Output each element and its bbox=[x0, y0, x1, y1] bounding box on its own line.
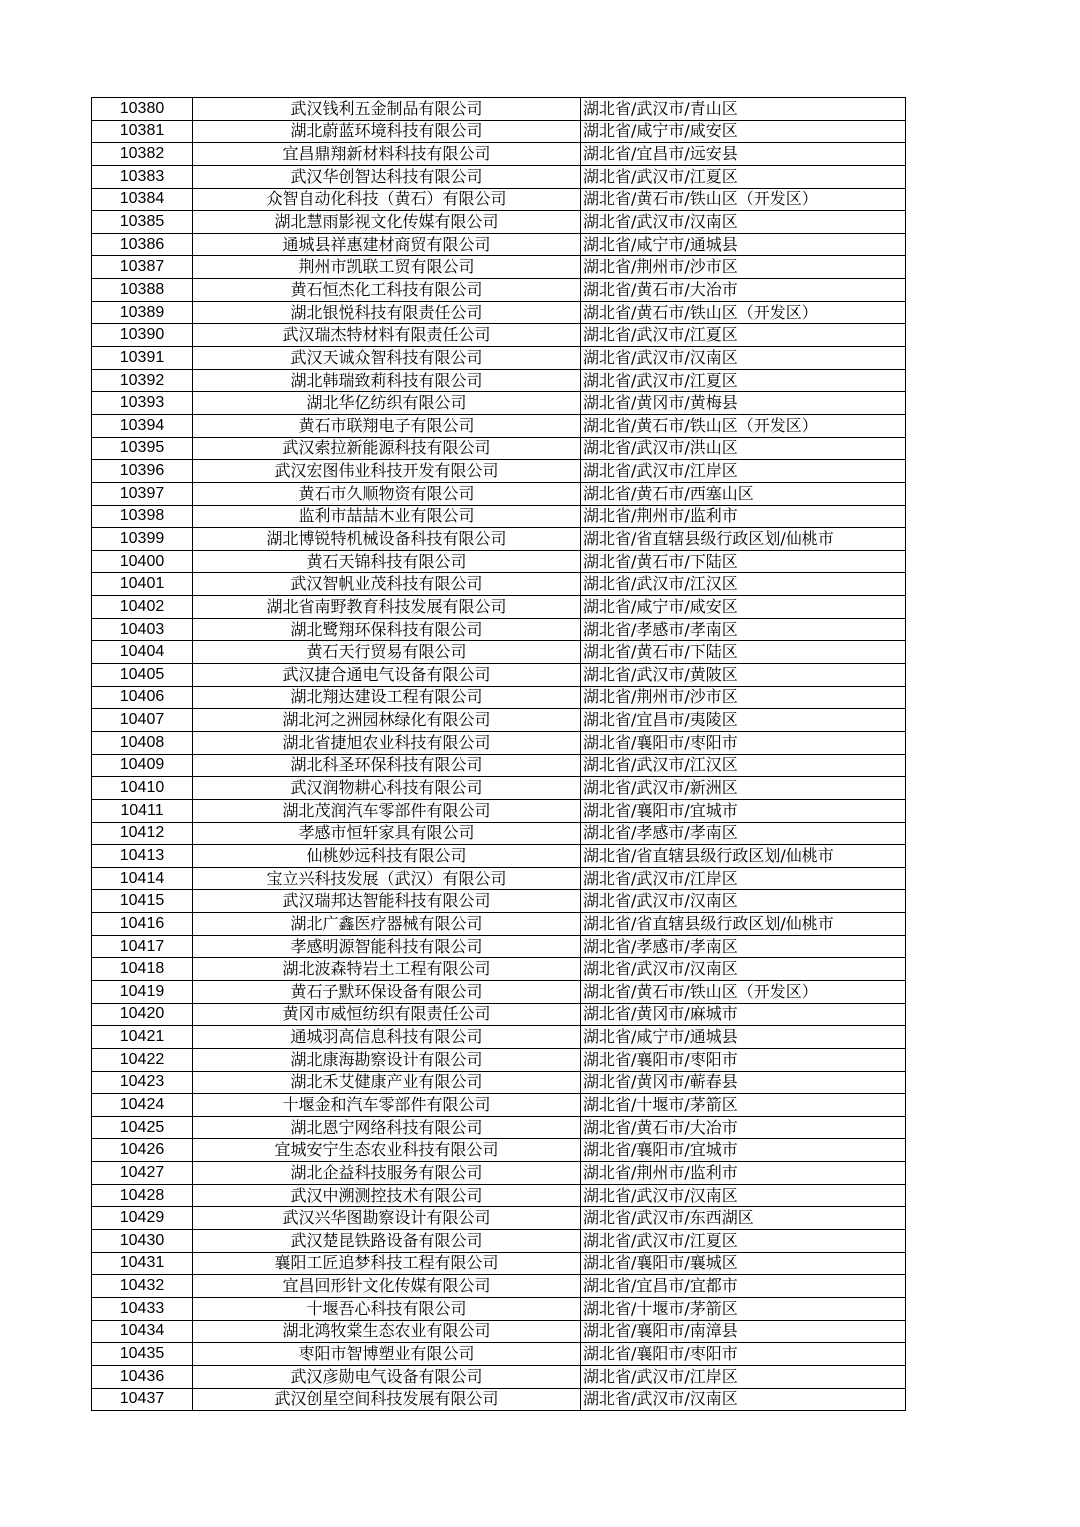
company-name-cell: 湖北禾艾健康产业有限公司 bbox=[193, 1071, 581, 1094]
table-row bbox=[92, 505, 906, 528]
company-name-cell: 湖北科圣环保科技有限公司 bbox=[193, 754, 581, 777]
company-name-cell: 十堰金和汽车零部件有限公司 bbox=[193, 1094, 581, 1117]
company-name-cell: 宜城安宁生态农业科技有限公司 bbox=[193, 1139, 581, 1162]
region-cell: 湖北省/武汉市/汉南区 bbox=[581, 890, 906, 913]
region-cell: 湖北省/武汉市/汉南区 bbox=[581, 347, 906, 370]
region-cell: 湖北省/武汉市/江夏区 bbox=[581, 165, 906, 188]
table-row bbox=[92, 686, 906, 709]
company-name-cell: 武汉宏图伟业科技开发有限公司 bbox=[193, 460, 581, 483]
company-name-cell: 湖北华亿纺织有限公司 bbox=[193, 392, 581, 415]
company-name-cell: 湖北波森特岩土工程有限公司 bbox=[193, 958, 581, 981]
row-id-cell: 10412 bbox=[92, 822, 193, 845]
company-name-cell: 湖北博锐特机械设备科技有限公司 bbox=[193, 528, 581, 551]
region-cell: 湖北省/黄石市/大冶市 bbox=[581, 1116, 906, 1139]
row-id-cell: 10409 bbox=[92, 754, 193, 777]
region-cell: 湖北省/孝感市/孝南区 bbox=[581, 618, 906, 641]
row-id-cell: 10398 bbox=[92, 505, 193, 528]
table-row bbox=[92, 596, 906, 619]
region-cell: 湖北省/咸宁市/咸安区 bbox=[581, 596, 906, 619]
company-name-cell: 宝立兴科技发展（武汉）有限公司 bbox=[193, 867, 581, 890]
company-name-cell: 武汉创星空间科技发展有限公司 bbox=[193, 1388, 581, 1411]
table-row bbox=[92, 1094, 906, 1117]
region-cell: 湖北省/孝感市/孝南区 bbox=[581, 822, 906, 845]
region-cell: 湖北省/宜昌市/宜都市 bbox=[581, 1275, 906, 1298]
row-id-cell: 10418 bbox=[92, 958, 193, 981]
company-name-cell: 黄石天锦科技有限公司 bbox=[193, 550, 581, 573]
region-cell: 湖北省/黄石市/铁山区（开发区） bbox=[581, 414, 906, 437]
row-id-cell: 10388 bbox=[92, 279, 193, 302]
company-name-cell: 武汉润物耕心科技有限公司 bbox=[193, 777, 581, 800]
table-row bbox=[92, 1116, 906, 1139]
table-row bbox=[92, 1026, 906, 1049]
row-id-cell: 10408 bbox=[92, 731, 193, 754]
company-name-cell: 宜昌鼎翔新材料科技有限公司 bbox=[193, 143, 581, 166]
region-cell: 湖北省/武汉市/江岸区 bbox=[581, 867, 906, 890]
region-cell: 湖北省/武汉市/汉南区 bbox=[581, 958, 906, 981]
region-cell: 湖北省/武汉市/江岸区 bbox=[581, 460, 906, 483]
region-cell: 湖北省/黄石市/下陆区 bbox=[581, 550, 906, 573]
company-name-cell: 黄石天行贸易有限公司 bbox=[193, 641, 581, 664]
row-id-cell: 10381 bbox=[92, 120, 193, 143]
table-row bbox=[92, 369, 906, 392]
company-name-cell: 黄石市久顺物资有限公司 bbox=[193, 482, 581, 505]
row-id-cell: 10420 bbox=[92, 1003, 193, 1026]
region-cell: 湖北省/咸宁市/咸安区 bbox=[581, 120, 906, 143]
row-id-cell: 10387 bbox=[92, 256, 193, 279]
company-name-cell: 湖北广鑫医疗器械有限公司 bbox=[193, 913, 581, 936]
row-id-cell: 10389 bbox=[92, 301, 193, 324]
company-name-cell: 湖北慧雨影视文化传媒有限公司 bbox=[193, 211, 581, 234]
row-id-cell: 10437 bbox=[92, 1388, 193, 1411]
row-id-cell: 10417 bbox=[92, 935, 193, 958]
region-cell: 湖北省/黄石市/下陆区 bbox=[581, 641, 906, 664]
region-cell: 湖北省/武汉市/汉南区 bbox=[581, 1388, 906, 1411]
row-id-cell: 10411 bbox=[92, 799, 193, 822]
table-row bbox=[92, 1343, 906, 1366]
region-cell: 湖北省/武汉市/洪山区 bbox=[581, 437, 906, 460]
row-id-cell: 10383 bbox=[92, 165, 193, 188]
company-name-cell: 武汉瑞杰特材料有限责任公司 bbox=[193, 324, 581, 347]
row-id-cell: 10386 bbox=[92, 233, 193, 256]
region-cell: 湖北省/武汉市/青山区 bbox=[581, 98, 906, 121]
region-cell: 湖北省/襄阳市/枣阳市 bbox=[581, 731, 906, 754]
table-row bbox=[92, 437, 906, 460]
company-name-cell: 武汉智帆业茂科技有限公司 bbox=[193, 573, 581, 596]
region-cell: 湖北省/襄阳市/宜城市 bbox=[581, 1139, 906, 1162]
row-id-cell: 10401 bbox=[92, 573, 193, 596]
table-row bbox=[92, 935, 906, 958]
company-name-cell: 黄石恒杰化工科技有限公司 bbox=[193, 279, 581, 302]
row-id-cell: 10404 bbox=[92, 641, 193, 664]
row-id-cell: 10402 bbox=[92, 596, 193, 619]
table-row bbox=[92, 1388, 906, 1411]
region-cell: 湖北省/黄冈市/黄梅县 bbox=[581, 392, 906, 415]
company-name-cell: 武汉瑞邦达智能科技有限公司 bbox=[193, 890, 581, 913]
company-name-cell: 黄石市联翔电子有限公司 bbox=[193, 414, 581, 437]
table-row bbox=[92, 641, 906, 664]
table-row bbox=[92, 1207, 906, 1230]
table-row bbox=[92, 958, 906, 981]
region-cell: 湖北省/武汉市/江岸区 bbox=[581, 1365, 906, 1388]
row-id-cell: 10426 bbox=[92, 1139, 193, 1162]
table-row bbox=[92, 392, 906, 415]
company-name-cell: 通城羽高信息科技有限公司 bbox=[193, 1026, 581, 1049]
company-name-cell: 武汉彦勋电气设备有限公司 bbox=[193, 1365, 581, 1388]
company-name-cell: 孝感明源智能科技有限公司 bbox=[193, 935, 581, 958]
region-cell: 湖北省/武汉市/江汉区 bbox=[581, 754, 906, 777]
row-id-cell: 10397 bbox=[92, 482, 193, 505]
row-id-cell: 10407 bbox=[92, 709, 193, 732]
row-id-cell: 10384 bbox=[92, 188, 193, 211]
row-id-cell: 10410 bbox=[92, 777, 193, 800]
region-cell: 湖北省/黄冈市/麻城市 bbox=[581, 1003, 906, 1026]
region-cell: 湖北省/省直辖县级行政区划/仙桃市 bbox=[581, 913, 906, 936]
table-row bbox=[92, 1184, 906, 1207]
company-name-cell: 枣阳市智博塑业有限公司 bbox=[193, 1343, 581, 1366]
company-name-cell: 湖北鹭翔环保科技有限公司 bbox=[193, 618, 581, 641]
row-id-cell: 10433 bbox=[92, 1297, 193, 1320]
table-row bbox=[92, 279, 906, 302]
row-id-cell: 10399 bbox=[92, 528, 193, 551]
region-cell: 湖北省/武汉市/江夏区 bbox=[581, 324, 906, 347]
row-id-cell: 10391 bbox=[92, 347, 193, 370]
table-row bbox=[92, 731, 906, 754]
table-row bbox=[92, 301, 906, 324]
table-row bbox=[92, 233, 906, 256]
company-name-cell: 武汉楚昆铁路设备有限公司 bbox=[193, 1230, 581, 1253]
table-row bbox=[92, 1048, 906, 1071]
region-cell: 湖北省/荆州市/沙市区 bbox=[581, 256, 906, 279]
row-id-cell: 10421 bbox=[92, 1026, 193, 1049]
region-cell: 湖北省/武汉市/江夏区 bbox=[581, 1230, 906, 1253]
table-row bbox=[92, 573, 906, 596]
row-id-cell: 10427 bbox=[92, 1162, 193, 1185]
table-row bbox=[92, 1230, 906, 1253]
company-name-cell: 湖北茂润汽车零部件有限公司 bbox=[193, 799, 581, 822]
company-name-cell: 荆州市凯联工贸有限公司 bbox=[193, 256, 581, 279]
table-row bbox=[92, 1252, 906, 1275]
table-row bbox=[92, 913, 906, 936]
region-cell: 湖北省/武汉市/汉南区 bbox=[581, 1184, 906, 1207]
row-id-cell: 10406 bbox=[92, 686, 193, 709]
table-row bbox=[92, 1162, 906, 1185]
table-row bbox=[92, 1071, 906, 1094]
row-id-cell: 10431 bbox=[92, 1252, 193, 1275]
row-id-cell: 10415 bbox=[92, 890, 193, 913]
table-row bbox=[92, 799, 906, 822]
row-id-cell: 10394 bbox=[92, 414, 193, 437]
region-cell: 湖北省/省直辖县级行政区划/仙桃市 bbox=[581, 845, 906, 868]
region-cell: 湖北省/黄石市/铁山区（开发区） bbox=[581, 301, 906, 324]
company-name-cell: 十堰吾心科技有限公司 bbox=[193, 1297, 581, 1320]
row-id-cell: 10424 bbox=[92, 1094, 193, 1117]
region-cell: 湖北省/武汉市/东西湖区 bbox=[581, 1207, 906, 1230]
table-row bbox=[92, 618, 906, 641]
company-name-cell: 襄阳工匠追梦科技工程有限公司 bbox=[193, 1252, 581, 1275]
region-cell: 湖北省/省直辖县级行政区划/仙桃市 bbox=[581, 528, 906, 551]
region-cell: 湖北省/黄冈市/蕲春县 bbox=[581, 1071, 906, 1094]
table-row bbox=[92, 845, 906, 868]
table-row bbox=[92, 143, 906, 166]
table-row bbox=[92, 822, 906, 845]
company-name-cell: 湖北翔达建设工程有限公司 bbox=[193, 686, 581, 709]
row-id-cell: 10434 bbox=[92, 1320, 193, 1343]
table-row bbox=[92, 211, 906, 234]
table-row bbox=[92, 1297, 906, 1320]
row-id-cell: 10400 bbox=[92, 550, 193, 573]
company-name-cell: 通城县祥惠建材商贸有限公司 bbox=[193, 233, 581, 256]
region-cell: 湖北省/武汉市/江夏区 bbox=[581, 369, 906, 392]
region-cell: 湖北省/襄阳市/南漳县 bbox=[581, 1320, 906, 1343]
row-id-cell: 10395 bbox=[92, 437, 193, 460]
company-name-cell: 监利市喆喆木业有限公司 bbox=[193, 505, 581, 528]
company-list-table bbox=[91, 97, 906, 1411]
row-id-cell: 10403 bbox=[92, 618, 193, 641]
row-id-cell: 10435 bbox=[92, 1343, 193, 1366]
table-row bbox=[92, 98, 906, 121]
table-row bbox=[92, 165, 906, 188]
region-cell: 湖北省/黄石市/铁山区（开发区） bbox=[581, 188, 906, 211]
table-row bbox=[92, 664, 906, 687]
region-cell: 湖北省/黄石市/大冶市 bbox=[581, 279, 906, 302]
table-row bbox=[92, 754, 906, 777]
company-name-cell: 湖北韩瑞致莉科技有限公司 bbox=[193, 369, 581, 392]
region-cell: 湖北省/武汉市/汉南区 bbox=[581, 211, 906, 234]
region-cell: 湖北省/咸宁市/通城县 bbox=[581, 1026, 906, 1049]
company-name-cell: 武汉捷合通电气设备有限公司 bbox=[193, 664, 581, 687]
region-cell: 湖北省/荆州市/监利市 bbox=[581, 1162, 906, 1185]
company-list-body bbox=[92, 98, 906, 1411]
table-row bbox=[92, 460, 906, 483]
region-cell: 湖北省/宜昌市/夷陵区 bbox=[581, 709, 906, 732]
company-name-cell: 湖北省南野教育科技发展有限公司 bbox=[193, 596, 581, 619]
row-id-cell: 10430 bbox=[92, 1230, 193, 1253]
company-name-cell: 武汉索拉新能源科技有限公司 bbox=[193, 437, 581, 460]
table-row bbox=[92, 414, 906, 437]
region-cell: 湖北省/武汉市/新洲区 bbox=[581, 777, 906, 800]
row-id-cell: 10436 bbox=[92, 1365, 193, 1388]
company-name-cell: 孝感市恒轩家具有限公司 bbox=[193, 822, 581, 845]
row-id-cell: 10425 bbox=[92, 1116, 193, 1139]
table-row bbox=[92, 777, 906, 800]
table-row bbox=[92, 256, 906, 279]
table-row bbox=[92, 1275, 906, 1298]
table-row bbox=[92, 188, 906, 211]
row-id-cell: 10392 bbox=[92, 369, 193, 392]
region-cell: 湖北省/荆州市/沙市区 bbox=[581, 686, 906, 709]
company-name-cell: 湖北恩宁网络科技有限公司 bbox=[193, 1116, 581, 1139]
table-row bbox=[92, 1139, 906, 1162]
row-id-cell: 10422 bbox=[92, 1048, 193, 1071]
company-name-cell: 湖北鸿牧棠生态农业有限公司 bbox=[193, 1320, 581, 1343]
company-name-cell: 武汉天诚众智科技有限公司 bbox=[193, 347, 581, 370]
company-name-cell: 湖北蔚蓝环境科技有限公司 bbox=[193, 120, 581, 143]
company-name-cell: 仙桃妙远科技有限公司 bbox=[193, 845, 581, 868]
region-cell: 湖北省/咸宁市/通城县 bbox=[581, 233, 906, 256]
region-cell: 湖北省/武汉市/黄陂区 bbox=[581, 664, 906, 687]
row-id-cell: 10393 bbox=[92, 392, 193, 415]
company-name-cell: 武汉兴华图勘察设计有限公司 bbox=[193, 1207, 581, 1230]
row-id-cell: 10390 bbox=[92, 324, 193, 347]
region-cell: 湖北省/荆州市/监利市 bbox=[581, 505, 906, 528]
region-cell: 湖北省/十堰市/茅箭区 bbox=[581, 1297, 906, 1320]
company-name-cell: 黄石子默环保设备有限公司 bbox=[193, 980, 581, 1003]
company-name-cell: 湖北省捷旭农业科技有限公司 bbox=[193, 731, 581, 754]
row-id-cell: 10414 bbox=[92, 867, 193, 890]
region-cell: 湖北省/襄阳市/襄城区 bbox=[581, 1252, 906, 1275]
company-name-cell: 湖北康海勘察设计有限公司 bbox=[193, 1048, 581, 1071]
row-id-cell: 10396 bbox=[92, 460, 193, 483]
row-id-cell: 10429 bbox=[92, 1207, 193, 1230]
region-cell: 湖北省/孝感市/孝南区 bbox=[581, 935, 906, 958]
row-id-cell: 10385 bbox=[92, 211, 193, 234]
company-name-cell: 武汉钱利五金制品有限公司 bbox=[193, 98, 581, 121]
table-row bbox=[92, 1003, 906, 1026]
table-row bbox=[92, 324, 906, 347]
row-id-cell: 10413 bbox=[92, 845, 193, 868]
table-row bbox=[92, 550, 906, 573]
region-cell: 湖北省/黄石市/西塞山区 bbox=[581, 482, 906, 505]
table-row bbox=[92, 1365, 906, 1388]
company-name-cell: 武汉华创智达科技有限公司 bbox=[193, 165, 581, 188]
table-row bbox=[92, 890, 906, 913]
row-id-cell: 10419 bbox=[92, 980, 193, 1003]
company-name-cell: 湖北企益科技服务有限公司 bbox=[193, 1162, 581, 1185]
company-name-cell: 黄冈市威恒纺织有限责任公司 bbox=[193, 1003, 581, 1026]
table-row bbox=[92, 482, 906, 505]
company-name-cell: 湖北银悦科技有限责任公司 bbox=[193, 301, 581, 324]
table-row bbox=[92, 709, 906, 732]
row-id-cell: 10405 bbox=[92, 664, 193, 687]
table-row bbox=[92, 120, 906, 143]
row-id-cell: 10380 bbox=[92, 98, 193, 121]
row-id-cell: 10428 bbox=[92, 1184, 193, 1207]
row-id-cell: 10423 bbox=[92, 1071, 193, 1094]
table-row bbox=[92, 867, 906, 890]
company-name-cell: 宜昌回形针文化传媒有限公司 bbox=[193, 1275, 581, 1298]
region-cell: 湖北省/襄阳市/枣阳市 bbox=[581, 1048, 906, 1071]
region-cell: 湖北省/十堰市/茅箭区 bbox=[581, 1094, 906, 1117]
table-row bbox=[92, 528, 906, 551]
row-id-cell: 10432 bbox=[92, 1275, 193, 1298]
row-id-cell: 10382 bbox=[92, 143, 193, 166]
company-name-cell: 武汉中溯测控技术有限公司 bbox=[193, 1184, 581, 1207]
region-cell: 湖北省/襄阳市/宜城市 bbox=[581, 799, 906, 822]
region-cell: 湖北省/武汉市/江汉区 bbox=[581, 573, 906, 596]
table-row bbox=[92, 347, 906, 370]
region-cell: 湖北省/宜昌市/远安县 bbox=[581, 143, 906, 166]
region-cell: 湖北省/襄阳市/枣阳市 bbox=[581, 1343, 906, 1366]
company-name-cell: 众智自动化科技（黄石）有限公司 bbox=[193, 188, 581, 211]
company-name-cell: 湖北河之洲园林绿化有限公司 bbox=[193, 709, 581, 732]
table-row bbox=[92, 980, 906, 1003]
region-cell: 湖北省/黄石市/铁山区（开发区） bbox=[581, 980, 906, 1003]
row-id-cell: 10416 bbox=[92, 913, 193, 936]
table-row bbox=[92, 1320, 906, 1343]
